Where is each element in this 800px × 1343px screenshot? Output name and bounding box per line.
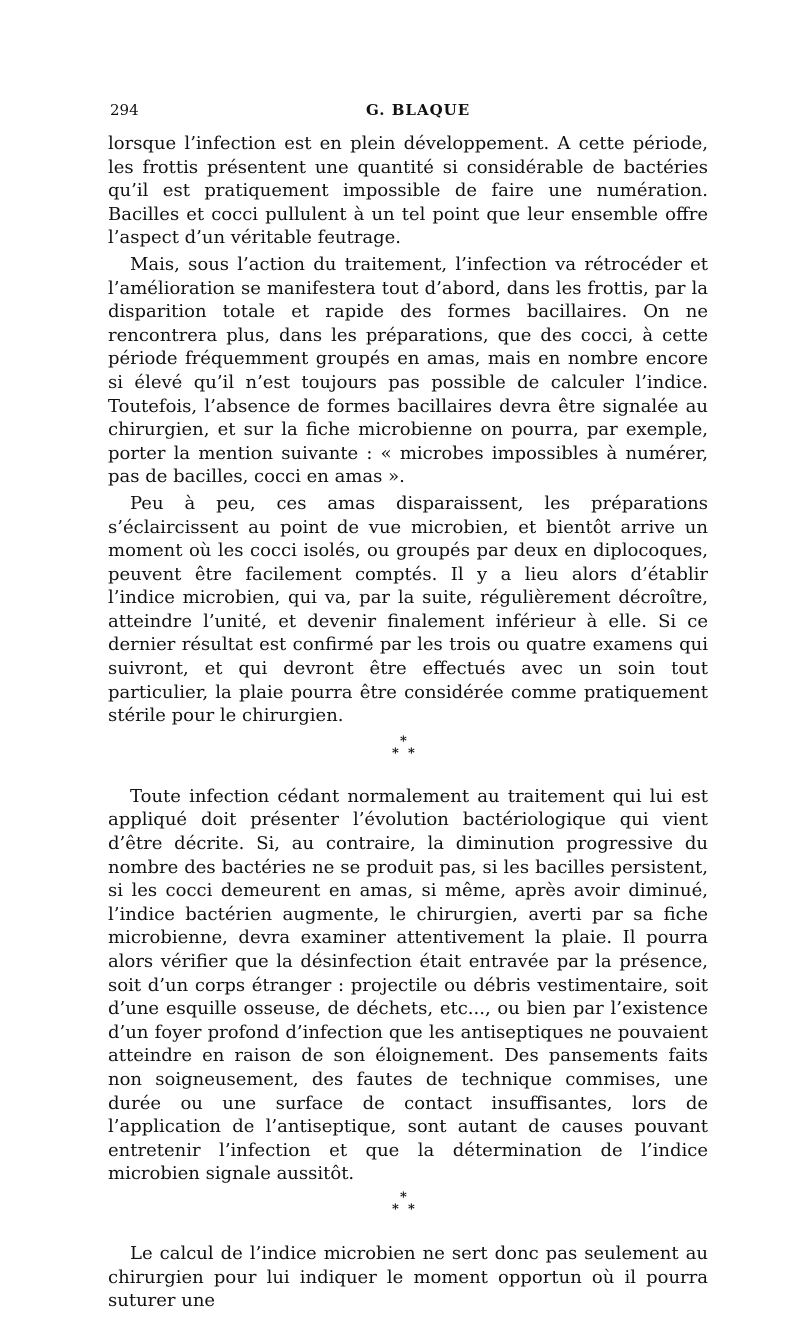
asterism-star: * xyxy=(408,1201,415,1217)
asterism-star: * xyxy=(400,733,407,749)
section-separator-1 xyxy=(108,730,708,764)
page-number: 294 xyxy=(110,101,139,119)
body-text xyxy=(108,132,708,1313)
paragraph-3: Peu à peu, ces amas disparaissent, les préparations s’éclaircissent au point de vue microbien, et bientôt arrive un moment où les cocci isolés, ou groupés par deux en diplocoques, peuvent être facilement comptés. Il y a lieu alors d’établir l’indice microbien, qui va, par la suite, régulièrement décroître, atteindre l’unité, et devenir finalement inférieur à elle. Si ce dernier résultat est confirmé par les trois ou quatre examens qui suivront, et qui devront être effectués avec un soin tout particulier, la plaie pourra être considérée comme pratiquement stérile pour le chirurgien. xyxy=(108,492,708,727)
asterism-star: * xyxy=(392,745,399,761)
paragraph-2: Mais, sous l’action du traitement, l’infection va rétrocéder et l’amélioration se manifestera tout d’abord, dans les frottis, par la disparition totale et rapide des formes bacillaires. On ne rencontrera plus, dans les préparations, que des cocci, à cette période fréquemment groupés en amas, mais en nombre encore si élevé qu’il n’est toujours pas possible de calculer l’indice. Toutefois, l’absence de formes bacillaires devra être signalée au chirurgien, et sur la fiche microbienne on pourra, par exemple, porter la mention suivante : « microbes impossibles à numérer, pas de bacilles, cocci en amas ». xyxy=(108,253,708,488)
page-header xyxy=(108,101,708,125)
running-head: G. BLAQUE xyxy=(366,101,471,119)
paragraph-1: lorsque l’infection est en plein développement. A cette période, les frottis présentent une quantité si considérable de bactéries qu’il est pratiquement impossible de faire une numération. Bacilles et cocci pullulent à un tel point que leur ensemble offre l’aspect d’un véritable feutrage. xyxy=(108,133,708,249)
asterism-star: * xyxy=(392,1201,399,1217)
asterism-star: * xyxy=(400,1189,407,1205)
asterism-star: * xyxy=(408,745,415,761)
section-separator-2 xyxy=(108,1186,708,1220)
paragraph-5: Le calcul de l’indice microbien ne sert donc pas seulement au chirurgien pour lui indiquer le moment opportun où il pourra suturer une xyxy=(108,1242,708,1312)
paragraph-4: Toute infection cédant normalement au traitement qui lui est appliqué doit présenter l’évolution bactériologique qui vient d’être décrite. Si, au contraire, la diminution progressive du nombre des bactéries ne se produit pas, si les bacilles persistent, si les cocci demeurent en amas, si même, après avoir diminué, l’indice bactérien augmente, le chirurgien, averti par sa fiche microbienne, devra examiner attentivement la plaie. Il pourra alors vérifier que la désinfection était entravée par la présence, soit d’un corps étranger : projectile ou débris vestimentaire, soit d’une esquille osseuse, de déchets, etc..., ou bien par l’existence d’un foyer profond d’infection que les antiseptiques ne pouvaient atteindre en raison de son éloignement. Des pansements faits non soigneusement, des fautes de technique commises, une durée ou une surface de contact insuffisantes, lors de l’application de l’antiseptique, sont autant de causes pouvant entretenir l’infection et que la détermination de l’indice microbien signale aussitôt. xyxy=(108,785,708,1185)
